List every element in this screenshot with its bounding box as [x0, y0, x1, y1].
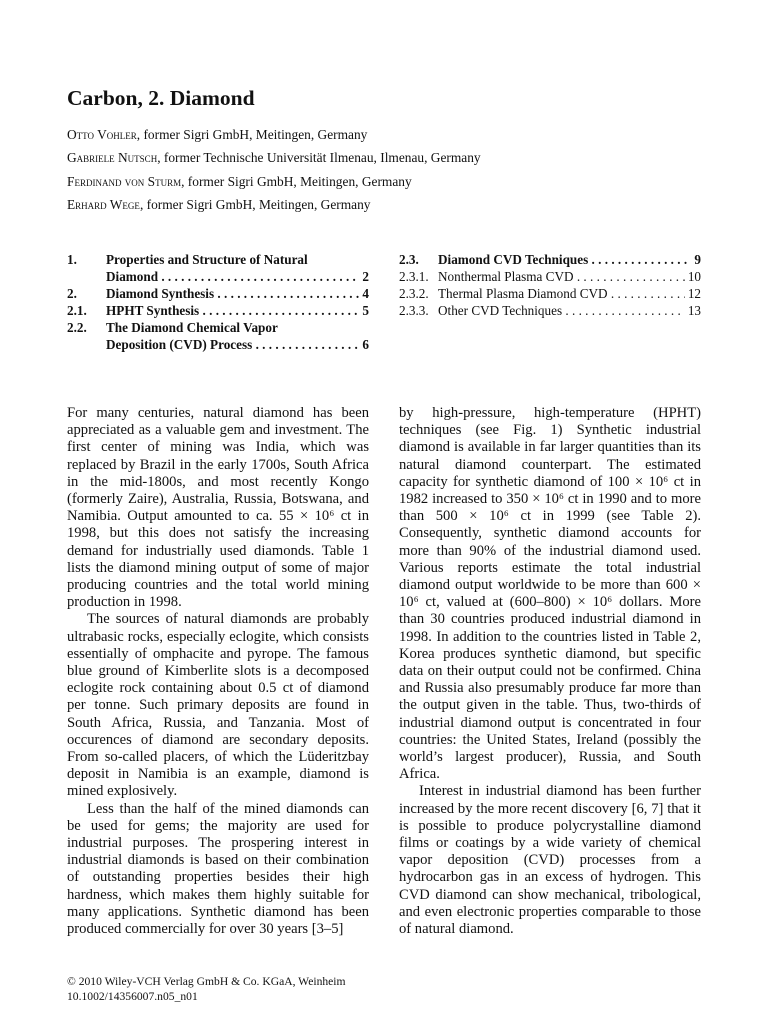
- toc-title: Nonthermal Plasma CVD . . .: [438, 268, 701, 285]
- toc-title: HPHT Synthesis . . .: [106, 302, 369, 319]
- toc-number: 1.: [67, 252, 77, 267]
- toc-number: 2.3.3.: [399, 303, 429, 318]
- toc-page: 10: [685, 268, 701, 285]
- toc-page: 4: [359, 285, 369, 302]
- toc-number: 2.1.: [67, 303, 87, 318]
- toc-entry[interactable]: [399, 285, 701, 302]
- toc-page: 2: [359, 268, 369, 285]
- author-list: [67, 127, 707, 220]
- toc-number: 2.: [67, 286, 77, 301]
- toc-page: 6: [359, 336, 369, 353]
- toc-page: 13: [685, 302, 701, 319]
- toc-page: 9: [691, 251, 701, 268]
- author-line: [67, 127, 707, 150]
- copyright-notice: © 2010 Wiley-VCH Verlag GmbH & Co. KGaA, Weinheim: [67, 975, 346, 988]
- toc-number: 2.3.: [399, 252, 419, 267]
- author-name: Gabriele Nutsch: [67, 150, 158, 166]
- toc-entry[interactable]: [399, 268, 701, 285]
- toc-title: Deposition (CVD) Process . . .: [106, 336, 369, 353]
- toc-number: 2.2.: [67, 320, 87, 335]
- body-paragraph: The sources of natural diamonds are probably ultrabasic rocks, especially eclogite, which consists essentially of omphacite and pyrope. The famous blue ground of Kimberlite slots is a decomposed eclogite rock containing about 0.5 ct of diamond per tonne. Such primary deposits are found in South Africa, Russia, and Tanzania. Most of occurences of diamond are secondary deposits. From so-called placers, of which the Lüderitzbay deposit in Namibia is an example, diamond is mined explosively.: [67, 611, 369, 800]
- body-paragraph: For many centuries, natural diamond has been appreciated as a valuable gem and investment. The first center of mining was India, which was replaced by Brazil in the early 1700s, South Africa in the mid-1800s, and most recently Kongo (formerly Zaire), Australia, Russia, Botswana, and Namibia. Output amounted to ca. 55 × 10⁶ ct in 1998, but this does not satisfy the increasing demand for industrially used diamonds. Table 1 lists the diamond mining output of some of major producing countries and the total world mining production in 1998.: [67, 405, 369, 611]
- toc-page: 5: [359, 302, 369, 319]
- body-paragraph: Interest in industrial diamond has been further increased by the more recent discovery [6, 7] that it is possible to produce polycrystalline diamond films or coatings by a wide variety of chemical vapor deposition (CVD) processes from a hydrocarbon gas in an excess of hydrogen. This CVD diamond can show mechanical, tribological, and even electronic properties comparable to those of natural diamond.: [399, 783, 701, 938]
- author-affiliation: , former Sigri GmbH, Meitingen, Germany: [139, 196, 371, 212]
- author-affiliation: , former Sigri GmbH, Meitingen, Germany: [136, 127, 368, 142]
- toc-title: Diamond CVD Techniques . . .: [438, 251, 701, 268]
- body-column-left: [67, 405, 369, 938]
- toc-title: Diamond Synthesis . . .: [106, 285, 369, 302]
- toc-entry[interactable]: [67, 319, 369, 336]
- author-affiliation: , former Technische Universität Ilmenau, Ilmenau, Germany: [157, 150, 481, 166]
- toc-entry[interactable]: [399, 302, 701, 319]
- toc-title: Other CVD Techniques . . .: [438, 302, 701, 319]
- author-line: [67, 197, 707, 220]
- body-paragraph: Less than the half of the mined diamonds can be used for gems; the majority are used for industrial purposes. The prospering interest in industrial diamonds is based on their combination of outstanding properties besides their high hardness, which makes them highly suitable for many applications. Synthetic diamond has been produced commercially for over 30 years [3–5]: [67, 800, 369, 938]
- page-footer: [67, 974, 346, 1004]
- toc-number: 2.3.1.: [399, 269, 429, 284]
- author-line: [67, 174, 707, 197]
- toc-page: 12: [685, 285, 701, 302]
- toc-title: The Diamond Chemical Vapor: [106, 320, 278, 335]
- toc-entry-continuation[interactable]: [67, 336, 369, 353]
- toc-entry[interactable]: [399, 251, 701, 268]
- table-of-contents-right: [399, 251, 701, 319]
- author-name: Otto Vohler: [67, 127, 137, 142]
- author-affiliation: , former Sigri GmbH, Meitingen, Germany: [181, 173, 412, 189]
- toc-title: Diamond . . .: [106, 268, 369, 285]
- author-name: Ferdinand von Sturm: [67, 173, 182, 189]
- toc-entry[interactable]: [67, 285, 369, 302]
- toc-entry[interactable]: [67, 302, 369, 319]
- article-title: Carbon, 2. Diamond: [67, 86, 255, 110]
- toc-entry[interactable]: [67, 251, 369, 268]
- table-of-contents-left: [67, 251, 369, 353]
- body-paragraph: by high-pressure, high-temperature (HPHT) techniques (see Fig. 1) Synthetic industrial diamond is available in far larger quantities than its natural diamond counterpart. The estimated capacity for synthetic diamond of 100 × 10⁶ ct in 1982 increased to 350 × 10⁶ ct in 1990 and to more than 500 × 10⁶ ct in 1999 (see Table 2). Consequently, synthetic diamond accounts for more than 90% of the industrial diamond used. Various reports estimate the total industrial diamond output worldwide to be more than 600 × 10⁶ ct, valued at (600–800) × 10⁶ dollars. More than 30 countries produced industrial diamond in 1998. In addition to the countries listed in Table 2, Korea produces synthetic diamond, but specific data on their output could not be confirmed. China and Russia also presumably produce far more than the output given in the table. Thus, two-thirds of industrial diamond output is concentrated in four countries: the United States, Ireland (possibly the world’s largest producer), Russia, and South Africa.: [399, 405, 701, 783]
- doi: 10.1002/14356007.n05_n01: [67, 990, 198, 1003]
- toc-title: Thermal Plasma Diamond CVD . . .: [438, 285, 701, 302]
- toc-number: 2.3.2.: [399, 286, 429, 301]
- author-name: Erhard Wege: [67, 196, 140, 212]
- toc-entry-continuation[interactable]: [67, 268, 369, 285]
- body-column-right: [399, 405, 701, 938]
- toc-title: Properties and Structure of Natural: [106, 252, 308, 267]
- author-line: [67, 150, 707, 173]
